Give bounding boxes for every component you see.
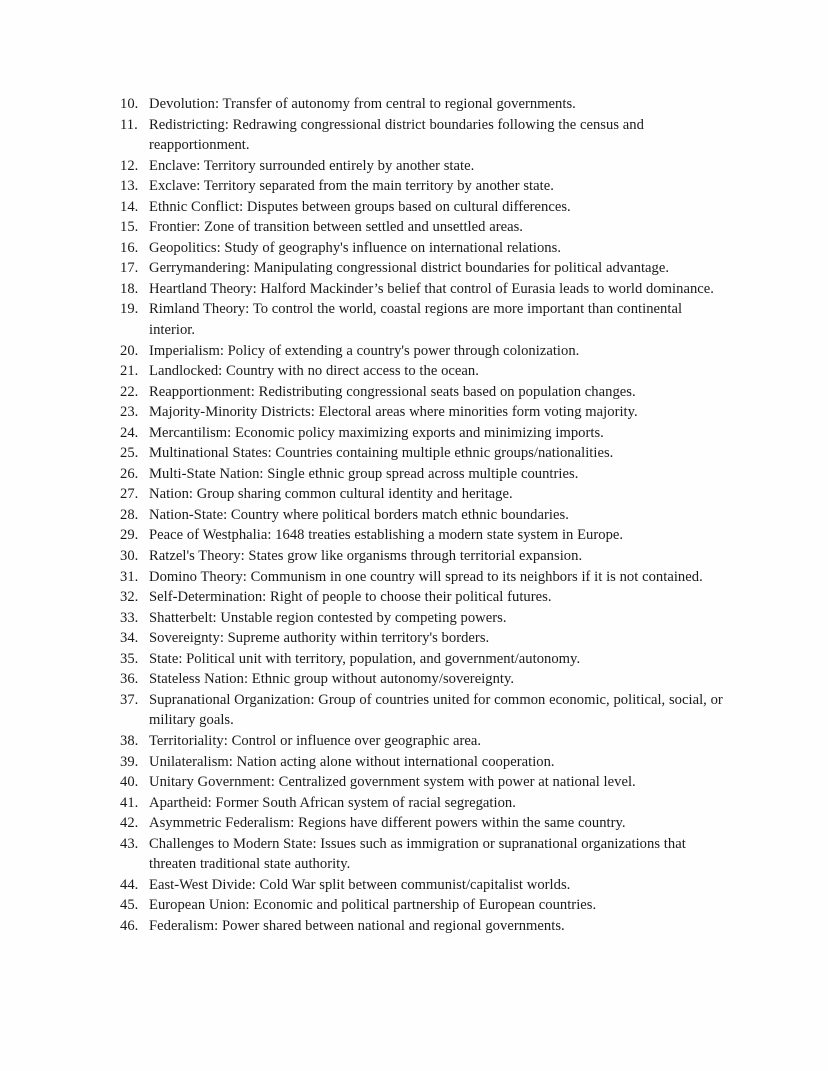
glossary-item-text: Majority-Minority Districts: Electoral areas where minorities form voting majority. <box>149 404 638 421</box>
glossary-item <box>120 731 730 752</box>
glossary-item-text: Rimland Theory: To control the world, coastal regions are more important than continental interior. <box>149 301 683 339</box>
glossary-item-text: Landlocked: Country with no direct access to the ocean. <box>149 363 479 380</box>
glossary-item-text: Frontier: Zone of transition between settled and unsettled areas. <box>149 219 523 236</box>
glossary-item-number: 20. <box>120 342 139 359</box>
glossary-item <box>120 361 730 382</box>
glossary-item <box>120 813 730 834</box>
glossary-item-text: East-West Divide: Cold War split between communist/capitalist worlds. <box>149 876 571 893</box>
glossary-item-text: Geopolitics: Study of geography's influence on international relations. <box>149 239 562 256</box>
glossary-item-number: 14. <box>120 198 139 215</box>
glossary-item-number: 25. <box>120 445 139 462</box>
glossary-item <box>120 484 730 505</box>
glossary-item-number: 10. <box>120 96 139 112</box>
glossary-item <box>120 793 730 814</box>
glossary-item <box>120 587 730 608</box>
glossary-item <box>120 423 730 444</box>
glossary-item <box>120 505 730 526</box>
glossary-item-text: Gerrymandering: Manipulating congressional district boundaries for political advantage. <box>149 260 670 277</box>
glossary-item-number: 45. <box>120 897 139 914</box>
glossary-item-number: 35. <box>120 650 139 667</box>
glossary-item-text: Mercantilism: Economic policy maximizing exports and minimizing imports. <box>149 424 604 441</box>
glossary-item-text: Ethnic Conflict: Disputes between groups based on cultural differences. <box>149 198 571 215</box>
glossary-item-number: 28. <box>120 506 139 523</box>
glossary-item-text: State: Political unit with territory, population, and government/autonomy. <box>149 650 581 667</box>
glossary-item <box>120 382 730 403</box>
glossary-item-number: 22. <box>120 383 139 400</box>
glossary-item-text: Territoriality: Control or influence over geographic area. <box>149 732 482 749</box>
glossary-item-text: Nation: Group sharing common cultural identity and heritage. <box>149 486 513 503</box>
glossary-item-text: Enclave: Territory surrounded entirely by another state. <box>149 157 475 174</box>
glossary-item-text: Heartland Theory: Halford Mackinder’s belief that control of Eurasia leads to world dominance. <box>149 280 714 297</box>
glossary-item-number: 39. <box>120 753 139 770</box>
glossary-item-number: 33. <box>120 609 139 626</box>
glossary-item-number: 16. <box>120 239 139 256</box>
glossary-item <box>120 546 730 567</box>
glossary-item <box>120 690 730 731</box>
glossary-item-number: 43. <box>120 835 139 852</box>
glossary-item <box>120 156 730 177</box>
glossary-item-number: 31. <box>120 568 139 585</box>
glossary-item-text: Reapportionment: Redistributing congressional seats based on population changes. <box>149 383 636 400</box>
glossary-item <box>120 443 730 464</box>
glossary-item-text: Self-Determination: Right of people to choose their political futures. <box>149 589 552 606</box>
glossary-item-text: Devolution: Transfer of autonomy from central to regional governments. <box>149 96 576 112</box>
glossary-list <box>120 94 730 936</box>
glossary-item-number: 34. <box>120 630 139 647</box>
glossary-item <box>120 176 730 197</box>
glossary-item-text: European Union: Economic and political partnership of European countries. <box>149 897 597 914</box>
glossary-item <box>120 628 730 649</box>
glossary-item <box>120 279 730 300</box>
glossary-item-number: 38. <box>120 732 139 749</box>
glossary-item-number: 15. <box>120 219 139 236</box>
glossary-item-text: Exclave: Territory separated from the main territory by another state. <box>149 178 554 195</box>
glossary-item <box>120 402 730 423</box>
glossary-item-number: 23. <box>120 404 139 421</box>
glossary-item <box>120 299 730 340</box>
glossary-item-number: 29. <box>120 527 139 544</box>
glossary-item-text: Sovereignty: Supreme authority within territory's borders. <box>149 630 490 647</box>
glossary-item-number: 46. <box>120 917 139 934</box>
glossary-item <box>120 94 730 115</box>
glossary-item-text: Nation-State: Country where political borders match ethnic boundaries. <box>149 506 569 523</box>
glossary-item-number: 30. <box>120 548 139 565</box>
glossary-item-number: 26. <box>120 465 139 482</box>
glossary-item <box>120 525 730 546</box>
glossary-item <box>120 217 730 238</box>
glossary-item-number: 37. <box>120 691 139 708</box>
glossary-item <box>120 834 730 875</box>
glossary-item-number: 24. <box>120 424 139 441</box>
glossary-item <box>120 752 730 773</box>
glossary-item-number: 36. <box>120 671 139 688</box>
glossary-item <box>120 916 730 937</box>
glossary-item-text: Unitary Government: Centralized government system with power at national level. <box>149 774 636 791</box>
glossary-item-number: 21. <box>120 363 139 380</box>
glossary-item <box>120 464 730 485</box>
glossary-item-text: Stateless Nation: Ethnic group without autonomy/sovereignty. <box>149 671 515 688</box>
glossary-item <box>120 772 730 793</box>
glossary-item-number: 40. <box>120 774 139 791</box>
glossary-item <box>120 875 730 896</box>
glossary-item-text: Ratzel's Theory: States grow like organisms through territorial expansion. <box>149 548 583 565</box>
glossary-item <box>120 197 730 218</box>
glossary-item-number: 13. <box>120 178 139 195</box>
glossary-item-text: Redistricting: Redrawing congressional district boundaries following the census and reapportionment. <box>149 116 644 154</box>
glossary-item <box>120 238 730 259</box>
glossary-item-text: Apartheid: Former South African system of racial segregation. <box>149 794 516 811</box>
glossary-item <box>120 608 730 629</box>
glossary-item-number: 32. <box>120 589 139 606</box>
glossary-item-text: Multi-State Nation: Single ethnic group spread across multiple countries. <box>149 465 579 482</box>
glossary-item <box>120 115 730 156</box>
glossary-item <box>120 567 730 588</box>
glossary-item <box>120 649 730 670</box>
glossary-item-number: 12. <box>120 157 139 174</box>
glossary-item <box>120 341 730 362</box>
glossary-item <box>120 669 730 690</box>
glossary-item-text: Challenges to Modern State: Issues such as immigration or supranational organizations that threaten traditional state authority. <box>149 835 686 873</box>
glossary-item-number: 41. <box>120 794 139 811</box>
glossary-item-text: Multinational States: Countries containing multiple ethnic groups/nationalities. <box>149 445 614 462</box>
glossary-item-number: 11. <box>120 116 138 133</box>
glossary-item <box>120 258 730 279</box>
glossary-item-text: Asymmetric Federalism: Regions have different powers within the same country. <box>149 815 626 832</box>
glossary-item-number: 27. <box>120 486 139 503</box>
glossary-item-text: Unilateralism: Nation acting alone without international cooperation. <box>149 753 555 770</box>
glossary-item <box>120 895 730 916</box>
glossary-item-text: Imperialism: Policy of extending a country's power through colonization. <box>149 342 580 359</box>
glossary-item-number: 18. <box>120 280 139 297</box>
glossary-item-text: Peace of Westphalia: 1648 treaties establishing a modern state system in Europe. <box>149 527 624 544</box>
glossary-item-text: Shatterbelt: Unstable region contested by competing powers. <box>149 609 507 626</box>
glossary-item-number: 17. <box>120 260 139 277</box>
glossary-item-number: 42. <box>120 815 139 832</box>
glossary-item-text: Supranational Organization: Group of countries united for common economic, political, social, or military goals. <box>149 691 723 729</box>
glossary-item-number: 19. <box>120 301 139 318</box>
glossary-item-text: Federalism: Power shared between national and regional governments. <box>149 917 565 934</box>
glossary-item-text: Domino Theory: Communism in one country will spread to its neighbors if it is not contained. <box>149 568 703 585</box>
glossary-item-number: 44. <box>120 876 139 893</box>
